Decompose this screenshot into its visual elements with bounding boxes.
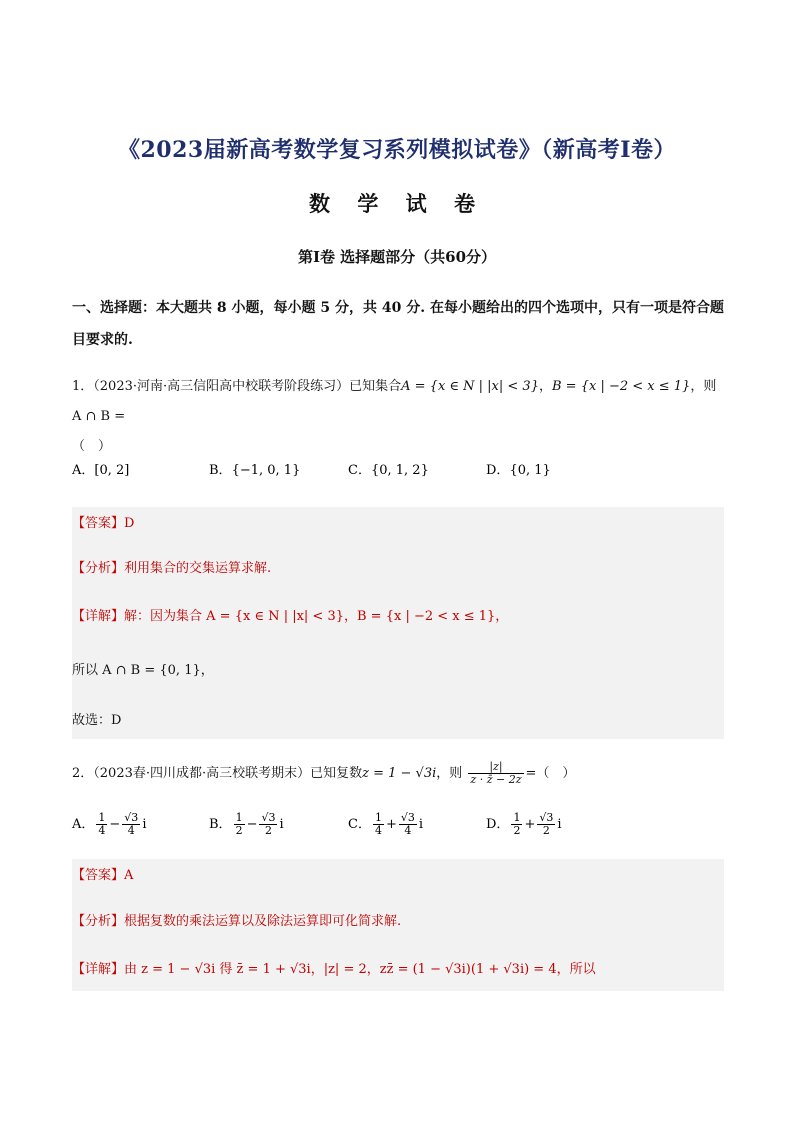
question-1-stem (72, 372, 724, 462)
q2-fraction (468, 761, 523, 786)
q2-option-d-num1: 1 (513, 811, 521, 824)
q1-answer-row (72, 514, 134, 534)
q1-detail-line-2-row (72, 661, 214, 681)
question-1-options (72, 459, 724, 487)
q2-detail-line-1: 由 z = 1 − √3i 得 z̄ = 1 + √3i，|z| = 2，zz̄ = (1 − √3i)(1 + √3i) = 4，所以 (124, 962, 596, 977)
q2-option-b-sign: − (246, 817, 258, 832)
q1-option-d-text: {0, 1} (509, 463, 551, 478)
q2-option-d-frac1 (511, 812, 522, 837)
q2-option-d-den1: 2 (513, 824, 521, 837)
q2-analysis-tag: 【分析】 (72, 914, 125, 929)
q2-option-d-label: D． (486, 817, 510, 832)
question-2-options (72, 812, 724, 840)
q2-option-a (72, 812, 146, 837)
q1-option-b-label: B． (209, 463, 232, 478)
q2-option-b-den2: 2 (264, 824, 272, 837)
q2-option-a-den1: 4 (98, 824, 106, 837)
q2-answer-row (72, 866, 133, 886)
q1-option-b-text: {−1, 0, 1} (231, 463, 301, 478)
q1-detail-row (72, 607, 508, 627)
part-instructions: 一、选择题：本大题共 8 小题，每小题 5 分，共 40 分. 在每小题给出的四个选项中，只有一项是符合题目要求的. (72, 300, 724, 348)
q2-option-d (486, 812, 562, 837)
q2-option-a-frac2 (122, 812, 140, 837)
q2-option-b-num1: 1 (235, 811, 243, 824)
q2-option-b-unit: i (279, 817, 284, 832)
q2-option-a-num2: √3 (124, 811, 139, 824)
question-1-solution (72, 507, 724, 739)
q2-option-c-den1: 4 (374, 824, 382, 837)
q1-set-b: B = {x | −2 < x ≤ 1} (552, 379, 691, 394)
q1-option-a-text: [0, 2] (94, 463, 130, 478)
q1-detail-tag: 【详解】 (72, 609, 125, 624)
q2-detail-tag: 【详解】 (72, 962, 125, 977)
q2-option-a-label: A． (72, 817, 95, 832)
q1-detail-line-2: 所以 A ∩ B = {0, 1}， (72, 663, 214, 678)
q1-option-a-label: A． (72, 463, 95, 478)
q2-option-d-frac2 (537, 812, 555, 837)
q1-option-c-text: {0, 1, 2} (370, 463, 429, 478)
q2-analysis-row (72, 912, 401, 932)
q2-option-a-sign: − (109, 817, 121, 832)
q2-option-c-den2: 4 (404, 824, 412, 837)
q2-option-c-frac2 (399, 812, 417, 837)
q2-stem-prefix: 2．（2023春·四川成都·高三校联考期末）已知复数 (72, 766, 363, 781)
q2-option-c-num1: 1 (374, 811, 382, 824)
q1-option-b (209, 459, 300, 478)
q1-detail-line-1: 解：因为集合 A = {x ∈ N | |x| < 3}，B = {x | −2 < x ≤ 1}， (124, 609, 509, 624)
q2-option-b-den1: 2 (235, 824, 243, 837)
q2-option-d-unit: i (557, 817, 562, 832)
q2-option-c-unit: i (418, 817, 424, 832)
section-heading: 第Ⅰ卷 选择题部分（共60分） (297, 248, 497, 266)
q2-option-c-sign: + (385, 817, 397, 832)
question-2-stem (72, 759, 724, 789)
q1-option-a (72, 459, 129, 478)
q2-option-b (209, 812, 284, 837)
q1-analysis-tag: 【分析】 (72, 561, 125, 576)
question-2-solution (72, 859, 724, 991)
q1-stem-suffix: ，则 A ∩ B = (72, 379, 717, 424)
q2-option-d-num2: √3 (539, 811, 554, 824)
q2-stem-suffix: =（ ） (525, 766, 576, 781)
q2-analysis-text: 根据复数的乘法运算以及除法运算即可化简求解. (124, 914, 402, 929)
q2-option-c-label: C． (348, 817, 371, 832)
q1-option-c (348, 459, 429, 478)
q2-option-d-sign: + (524, 817, 536, 832)
q2-option-b-frac1 (234, 812, 245, 837)
q2-fraction-numerator: |z| (468, 761, 523, 774)
q1-option-d (486, 459, 551, 478)
q1-detail-line-3: 故选：D (72, 713, 122, 728)
q2-stem-mid: ，则 (436, 766, 463, 781)
q2-option-c-num2: √3 (400, 811, 415, 824)
q1-answer-value: D (124, 516, 135, 531)
q2-option-a-frac1 (96, 812, 107, 837)
q2-option-c-frac1 (373, 812, 384, 837)
q1-stem-prefix: 1．（2023·河南·高三信阳高中校联考阶段练习）已知集合 (72, 379, 402, 394)
q2-detail-row (72, 960, 596, 980)
exam-title: 《2023届新高考数学复习系列模拟试卷》（新高考I卷） (117, 137, 677, 163)
q1-separator: ， (538, 379, 552, 394)
q1-detail-line-3-row (72, 711, 121, 731)
q2-option-b-label: B． (209, 817, 232, 832)
q2-option-b-num2: √3 (261, 811, 276, 824)
q1-option-c-label: C． (348, 463, 371, 478)
q2-option-d-den2: 2 (542, 824, 550, 837)
q2-fraction-denominator: z · z̄ − 2z (470, 773, 522, 786)
q1-answer-paren: （ ） (72, 439, 112, 454)
q2-z-def: z = 1 − √3i (362, 766, 437, 781)
exam-subtitle: 数 学 试 卷 (309, 191, 485, 216)
q1-analysis-row (72, 559, 271, 579)
q2-option-c (348, 812, 423, 837)
q1-analysis-text: 利用集合的交集运算求解. (124, 561, 272, 576)
q2-answer-value: A (124, 868, 134, 883)
q2-option-a-unit: i (142, 817, 147, 832)
q2-option-a-num1: 1 (98, 811, 106, 824)
q1-set-a: A = {x ∈ N | |x| < 3} (401, 379, 539, 394)
q2-answer-tag: 【答案】 (72, 868, 125, 883)
q1-option-d-label: D． (486, 463, 510, 478)
q2-option-b-frac2 (259, 812, 277, 837)
q1-answer-tag: 【答案】 (72, 516, 125, 531)
q2-option-a-den2: 4 (127, 824, 135, 837)
